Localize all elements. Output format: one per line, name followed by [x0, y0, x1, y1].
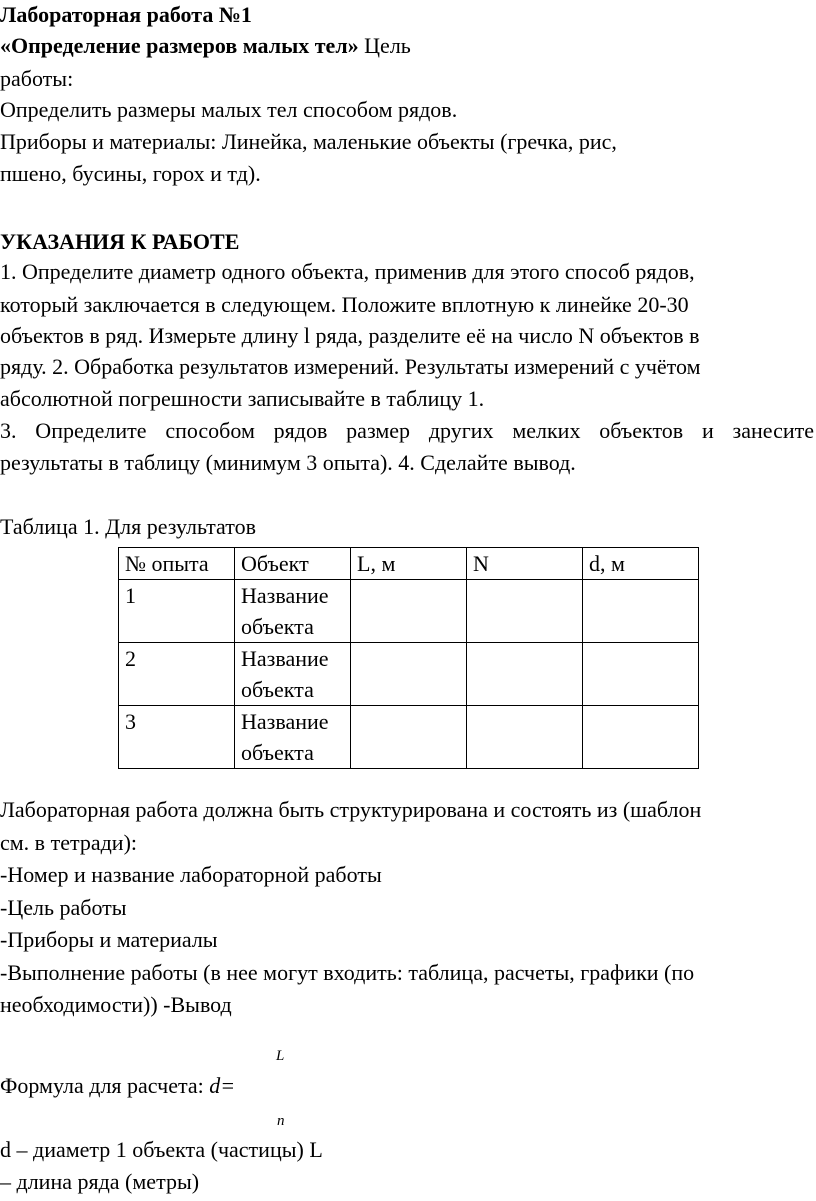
table-row — [119, 643, 699, 706]
instructions-heading: УКАЗАНИЯ К РАБОТЕ — [0, 229, 240, 254]
structure-line: -Цель работы — [0, 895, 127, 920]
header-cell: Объект — [235, 548, 351, 580]
instruction-line: который заключается в следующем. Положите вплотную к линейке 20-30 — [0, 292, 689, 317]
results-table — [118, 547, 699, 769]
structure-line: -Номер и название лабораторной работы — [0, 862, 382, 887]
structure-line: см. в тетради): — [0, 830, 138, 855]
table-header-row — [119, 548, 699, 580]
doc-title: Лабораторная работа №1 — [0, 2, 252, 27]
cell-empty — [467, 706, 583, 769]
instruction-line: объектов в ряд. Измерьте длину l ряда, разделите её на число N объектов в — [0, 323, 700, 348]
cell-num: 2 — [119, 643, 235, 706]
cell-object: Название объекта — [235, 580, 351, 643]
definition-line: – длина ряда (метры) — [0, 1169, 200, 1194]
goal-label: работы: — [0, 66, 74, 91]
formula-label: Формула для расчета: — [0, 1073, 210, 1098]
instruction-line: результаты в таблицу (минимум 3 опыта). 4. Сделайте вывод. — [0, 450, 576, 475]
header-cell: № опыта — [119, 548, 235, 580]
materials-line: пшено, бусины, горох и тд). — [0, 161, 261, 186]
instruction-line: 1. Определите диаметр одного объекта, применив для этого способ рядов, — [0, 259, 695, 284]
doc-subtitle: «Определение размеров малых тел» Цель — [0, 33, 411, 58]
structure-line: -Приборы и материалы — [0, 927, 218, 952]
cell-object: Название объекта — [235, 706, 351, 769]
cell-empty — [467, 643, 583, 706]
instruction-line: 3. Определите способом рядов размер других мелких объектов и занесите — [0, 418, 814, 443]
cell-empty — [351, 580, 467, 643]
formula-denominator: n — [277, 1113, 285, 1129]
cell-empty — [467, 580, 583, 643]
table-row — [119, 706, 699, 769]
cell-num: 3 — [119, 706, 235, 769]
structure-line: необходимости)) -Вывод — [0, 992, 232, 1017]
table-caption: Таблица 1. Для результатов — [0, 514, 256, 539]
cell-empty — [583, 706, 699, 769]
instruction-line: ряду. 2. Обработка результатов измерений. Результаты измерений с учётом — [0, 354, 701, 379]
cell-empty — [351, 706, 467, 769]
header-cell: d, м — [583, 548, 699, 580]
cell-empty — [583, 580, 699, 643]
header-cell: N — [467, 548, 583, 580]
table-row — [119, 580, 699, 643]
definition-line: d – диаметр 1 объекта (частицы) L — [0, 1137, 323, 1162]
header-cell: L, м — [351, 548, 467, 580]
cell-empty — [351, 643, 467, 706]
instruction-line: абсолютной погрешности записывайте в таблицу 1. — [0, 386, 485, 411]
cell-num: 1 — [119, 580, 235, 643]
structure-line: Лабораторная работа должна быть структурирована и состоять из (шаблон — [0, 797, 702, 822]
cell-empty — [583, 643, 699, 706]
goal-text: Определить размеры малых тел способом рядов. — [0, 97, 458, 122]
formula-numerator: L — [276, 1048, 285, 1064]
formula-lhs: d= — [209, 1073, 236, 1098]
materials-line: Приборы и материалы: Линейка, маленькие объекты (гречка, рис, — [0, 129, 617, 154]
formula-line — [0, 1071, 235, 1101]
structure-line: -Выполнение работы (в нее могут входить: таблица, расчеты, графики (по — [0, 960, 695, 985]
cell-object: Название объекта — [235, 643, 351, 706]
